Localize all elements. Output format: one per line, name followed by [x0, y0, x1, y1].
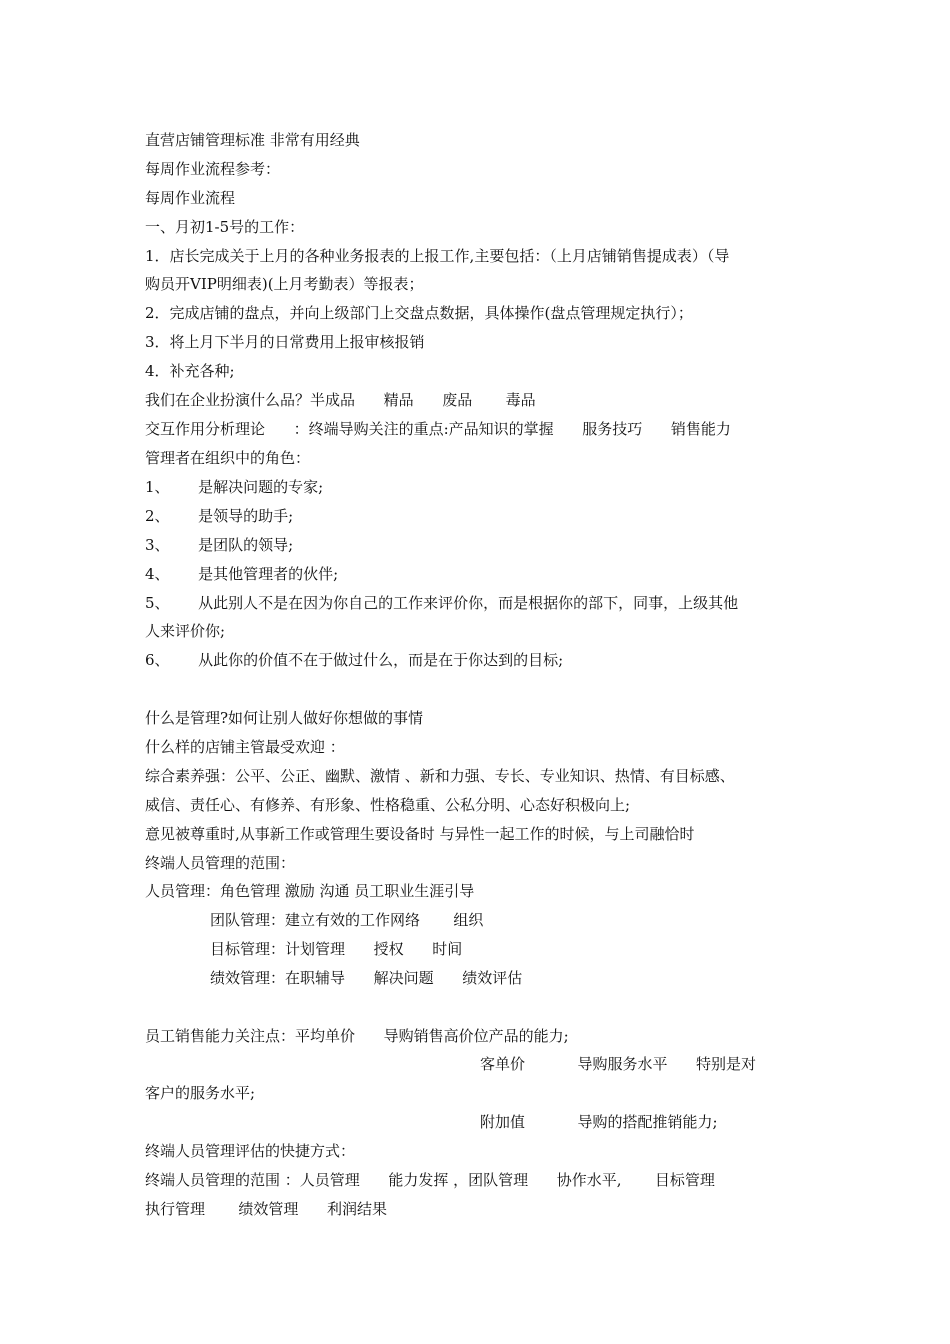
doc-list-item: 2、 是领导的助手;	[145, 507, 294, 525]
doc-line: 一、月初1-5号的工作：	[145, 218, 305, 236]
doc-line: 终端人员管理评估的快捷方式：	[145, 1142, 356, 1160]
doc-line: 人来评价你;	[145, 622, 226, 640]
doc-line: 交互作用分析理论 ：终端导购关注的重点:产品知识的掌握 服务技巧 销售能力	[145, 420, 731, 438]
doc-line: 1．店长完成关于上月的各种业务报表的上报工作,主要包括：（上月店铺销售提成表）（导	[145, 247, 730, 265]
doc-list-item: 1、 是解决问题的专家;	[145, 478, 324, 496]
doc-line: 管理者在组织中的角色：	[145, 449, 311, 467]
doc-line: 客户的服务水平;	[145, 1084, 256, 1102]
doc-indented-line: 附加值 导购的搭配推销能力;	[480, 1113, 718, 1131]
doc-line: 综合素养强：公平、公正、幽默、激情 、新和力强、专长、专业知识、热情、有目标感、	[145, 767, 735, 785]
doc-line: 4．补充各种;	[145, 362, 235, 380]
doc-line: 什么样的店铺主管最受欢迎 ：	[145, 738, 345, 756]
doc-heading: 每周作业流程	[145, 189, 236, 207]
doc-list-item: 4、 是其他管理者的伙伴;	[145, 565, 339, 583]
doc-line: 执行管理 绩效管理 利润结果	[145, 1200, 387, 1218]
doc-indented-line: 目标管理：计划管理 授权 时间	[210, 940, 463, 958]
doc-line: 我们在企业扮演什么品？半成品 精品 废品 毒品	[145, 391, 536, 409]
doc-line: 2．完成店铺的盘点，并向上级部门上交盘点数据，具体操作(盘点管理规定执行）；	[145, 304, 693, 322]
doc-list-item: 3、 是团队的领导;	[145, 536, 294, 554]
doc-line: 终端人员管理的范围 ：人员管理 能力发挥 ，团队管理 协作水平, 目标管理	[145, 1171, 715, 1189]
doc-line: 购员开VIP明细表)(上月考勤表）等报表；	[145, 275, 424, 293]
doc-line: 什么是管理?如何让别人做好你想做的事情	[145, 709, 424, 727]
doc-indented-line: 绩效管理：在职辅导 解决问题 绩效评估	[210, 969, 523, 987]
doc-line: 人员管理：角色管理 激励 沟通 员工职业生涯引导	[145, 882, 475, 900]
doc-list-item: 6、 从此你的价值不在于做过什么，而是在于你达到的目标;	[145, 651, 564, 669]
doc-indented-line: 团队管理：建立有效的工作网络 组织	[210, 911, 484, 929]
doc-line: 威信、责任心、有修养、有形象、性格稳重、公私分明、心态好积极向上;	[145, 796, 631, 814]
doc-line: 终端人员管理的范围：	[145, 854, 296, 872]
doc-indented-line: 客单价 导购服务水平 特别是对	[480, 1055, 757, 1073]
doc-line: 3．将上月下半月的日常费用上报审核报销	[145, 333, 425, 351]
doc-list-item: 5、 从此别人不是在因为你自己的工作来评价你，而是根据你的部下，同事，上级其他	[145, 594, 739, 612]
doc-title: 直营店铺管理标准 非常有用经典	[145, 131, 360, 149]
doc-line: 员工销售能力关注点：平均单价 导购销售高价位产品的能力;	[145, 1027, 569, 1045]
doc-line: 意见被尊重时,从事新工作或管理生要设备时 与异性一起工作的时候，与上司融恰时	[145, 825, 695, 843]
doc-line: 每周作业流程参考：	[145, 160, 281, 178]
